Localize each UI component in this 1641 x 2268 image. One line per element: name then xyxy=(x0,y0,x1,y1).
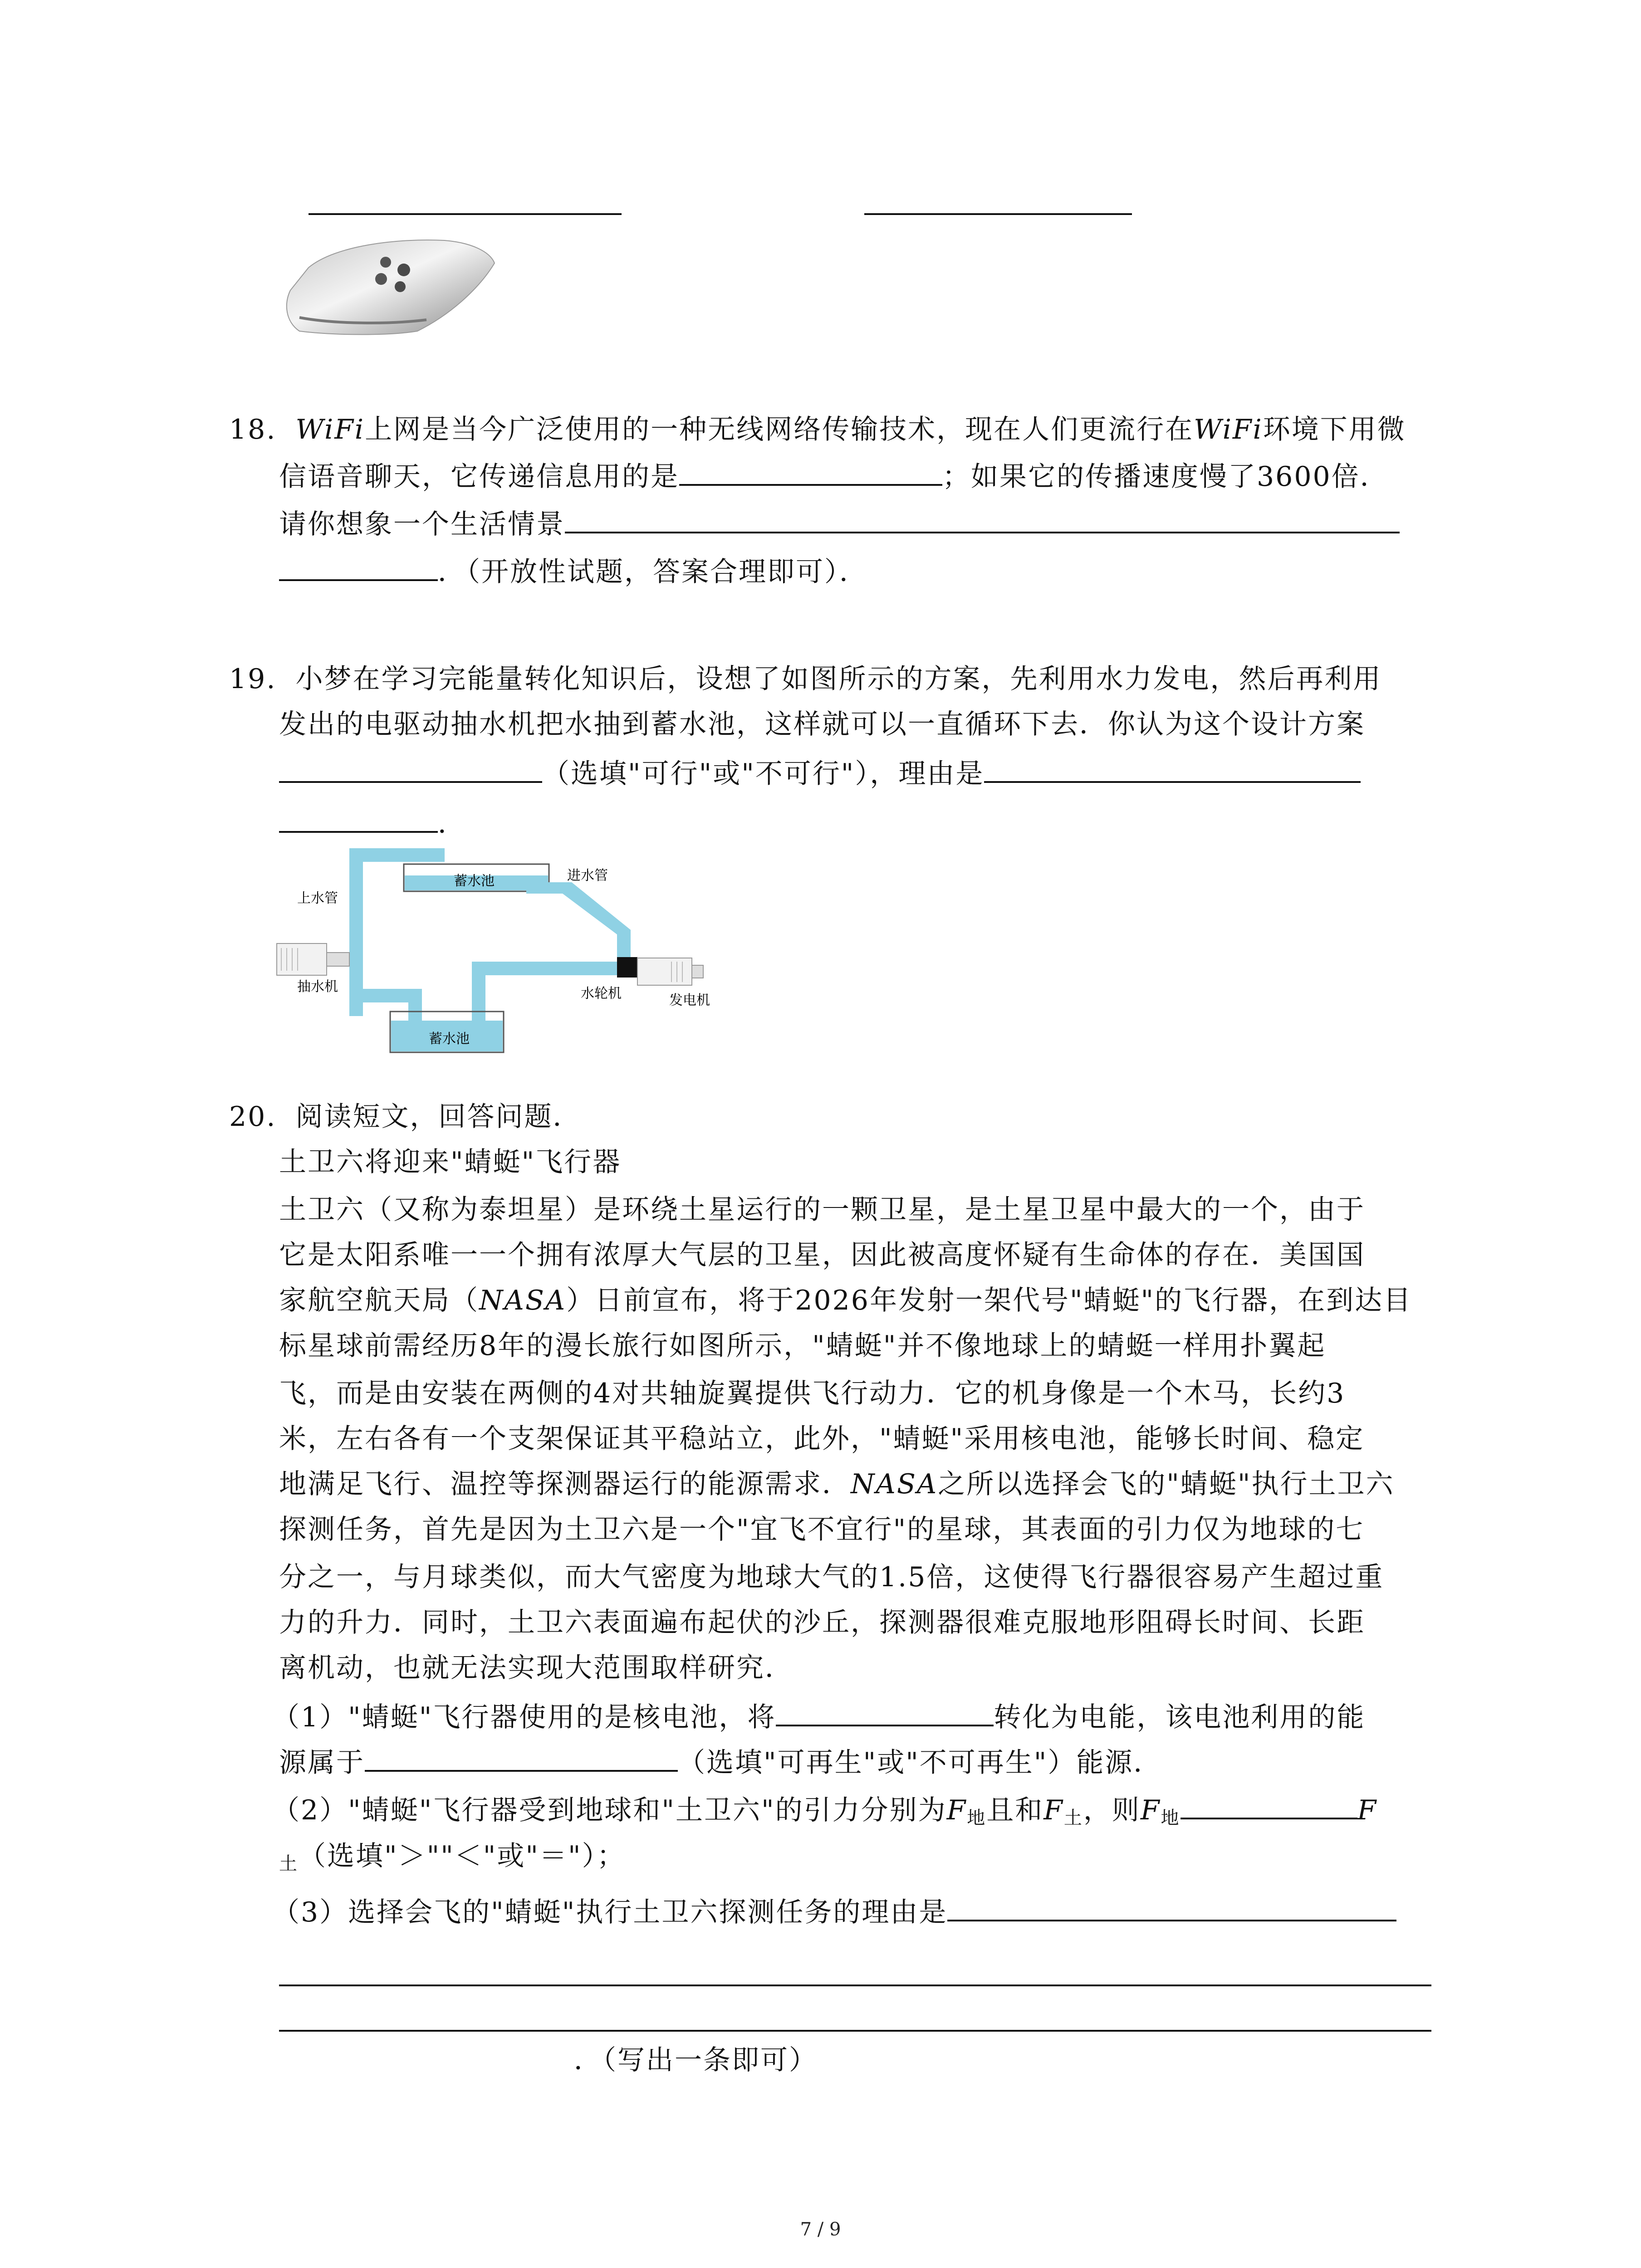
q20-article-title: 土卫六将迎来"蜻蜓"飞行器 xyxy=(279,1146,622,1178)
q18-line-3: 请你想象一个生活情景 xyxy=(279,503,1400,543)
pump-icon xyxy=(277,943,327,975)
answer-blank[interactable] xyxy=(309,213,622,215)
q20-sub3-end: ．（写出一条即可） xyxy=(574,2044,818,2076)
q20-para-line: 它是太阳系唯一一个拥有浓厚大气层的卫星，因此被高度怀疑有生命体的存在．美国国 xyxy=(279,1239,1365,1271)
label-top-pool: 蓄水池 xyxy=(454,873,495,889)
label-turbine: 水轮机 xyxy=(581,986,622,1002)
label-pump: 抽水机 xyxy=(297,979,338,995)
answer-blank[interactable] xyxy=(679,456,942,486)
q20-para-line: 离机动，也就无法实现大范围取样研究． xyxy=(279,1652,794,1684)
q20-para-line: 飞，而是由安装在两侧的4对共轴旋翼提供飞行动力．它的机身像是一个木马，长约3 xyxy=(279,1378,1346,1409)
answer-blank[interactable] xyxy=(565,503,1400,533)
q20-para-line: 标星球前需经历8年的漫长旅行如图所示，"蜻蜓"并不像地球上的蜻蜓一样用扑翼起 xyxy=(279,1330,1326,1362)
q20-para-line: 米，左右各有一个支架保证其平稳站立，此外，"蜻蜓"采用核电池，能够长时间、稳定 xyxy=(279,1423,1365,1455)
q20-sub1-line-2: 源属于 （选填"可再生"或"不可再生"）能源． xyxy=(279,1742,1162,1782)
label-generator: 发电机 xyxy=(669,992,710,1008)
label-up-pipe: 上水管 xyxy=(297,890,338,906)
q20-sub2-line-1: （2）"蜻蜓"飞行器受到地球和"土卫六"的引力分别为$F_地$且和$F_土$，则$F_地$ F xyxy=(272,1789,1377,1837)
q20-line-intro: 20. 阅读短文，回答问题． xyxy=(229,1101,582,1133)
q20-para-line: 家航空航天局（NASA）日前宣布，将于2026年发射一架代号"蜻蜓"的飞行器，在到达目 xyxy=(279,1285,1412,1316)
q20-para-line: 地满足飞行、温控等探测器运行的能源需求．NASA之所以选择会飞的"蜻蜓"执行土卫六 xyxy=(279,1468,1395,1500)
answer-blank[interactable] xyxy=(279,753,542,783)
q20-para-line: 土卫六（又称为泰坦星）是环绕土星运行的一颗卫星，是土星卫星中最大的一个，由于 xyxy=(279,1194,1365,1226)
q18-line-4: ．（开放性试题，答案合理即可）． xyxy=(279,551,868,591)
answer-blank[interactable] xyxy=(279,2030,1431,2032)
answer-blank[interactable] xyxy=(279,551,438,581)
answer-blank[interactable] xyxy=(864,213,1132,215)
q20-para-line: 分之一，与月球类似，而大气密度为地球大气的1.5倍，这使得飞行器很容易产生超过重 xyxy=(279,1561,1384,1593)
question-number: 20. xyxy=(229,1101,277,1133)
answer-blank[interactable] xyxy=(279,803,438,833)
q20-sub2-line-2: $_土$（选填"＞""＜"或"＝"）； xyxy=(279,1840,626,1874)
up-pipe-shape xyxy=(349,848,445,989)
q20-para-line: 力的升力．同时，土卫六表面遍布起伏的沙丘，探测器很难克服地形阻碍长时间、长距 xyxy=(279,1607,1365,1638)
metal-plate-figure xyxy=(281,227,508,340)
q19-line-3: （选填"可行"或"不可行"），理由是 xyxy=(279,753,1361,793)
answer-blank[interactable] xyxy=(776,1696,994,1726)
intake-pipe xyxy=(526,882,631,962)
q20-sub3-line-1: （3）选择会飞的"蜻蜓"执行土卫六探测任务的理由是 xyxy=(272,1892,1396,1931)
question-number: 18. xyxy=(229,414,277,445)
q20-para-line: 探测任务，首先是因为土卫六是一个"宜飞不宜行"的星球，其表面的引力仅为地球的七 xyxy=(279,1514,1365,1545)
label-intake-pipe: 进水管 xyxy=(567,868,608,884)
generator-icon xyxy=(637,958,692,985)
q19-line-1: 19. 小梦在学习完能量转化知识后，设想了如图所示的方案，先利用水力发电，然后再利用 xyxy=(229,663,1382,695)
q18-line-1: 18. WiFi上网是当今广泛使用的一种无线网络传输技术，现在人们更流行在WiFi环境下用微 xyxy=(229,414,1406,445)
q18-line-2: 信语音聊天，它传递信息用的是 ；如果它的传播速度慢了3600倍． xyxy=(279,456,1389,496)
turbine-icon xyxy=(617,957,637,978)
hydro-cycle-diagram xyxy=(272,839,740,1057)
answer-blank[interactable] xyxy=(365,1742,678,1772)
q19-line-4: ． xyxy=(279,803,466,843)
page-number: 7 / 9 xyxy=(800,2219,841,2240)
answer-blank[interactable] xyxy=(1181,1789,1357,1819)
answer-blank[interactable] xyxy=(279,1984,1431,1986)
answer-blank[interactable] xyxy=(984,753,1361,783)
label-bottom-pool: 蓄水池 xyxy=(429,1031,470,1047)
q19-line-2: 发出的电驱动抽水机把水抽到蓄水池，这样就可以一直循环下去．你认为这个设计方案 xyxy=(279,709,1365,740)
question-number: 19. xyxy=(229,663,277,695)
answer-blank[interactable] xyxy=(947,1892,1396,1921)
q20-sub1-line-1: （1）"蜻蜓"飞行器使用的是核电池，将 转化为电能，该电池利用的能 xyxy=(272,1696,1365,1736)
